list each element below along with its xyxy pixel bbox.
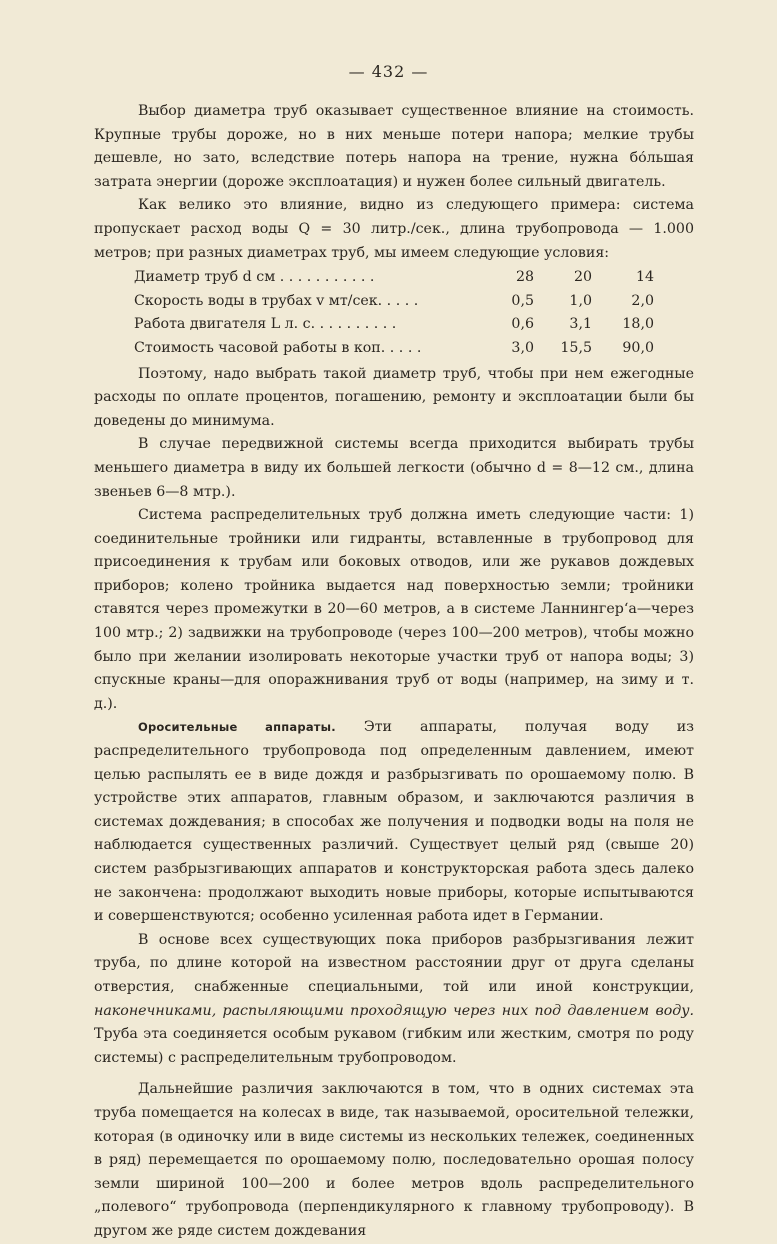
paragraph-example-intro: Как велико это влияние, видно из следующего примера: система пропускает расход воды Q = 30 литр./сек., длина трубопровода — 1.000 метров; при разных диаметрах труб, мы имеем следующие условия: bbox=[94, 197, 694, 261]
cell-value: 0,5 bbox=[511, 292, 534, 309]
table-row bbox=[134, 337, 694, 361]
cell-value: 20 bbox=[573, 269, 592, 286]
cell-value: 3,1 bbox=[569, 316, 592, 333]
cell-value: 28 bbox=[515, 269, 534, 286]
cell-value: 1,0 bbox=[569, 292, 592, 309]
paragraph-text: Эти аппараты, получая воду из распределительного трубопровода под определенным давлением, имеют целью распылять ее в виде дождя и разбрызгивать по орошаемому полю. В устройстве этих аппаратов, главным образом, и заключаются различия в системах дождевания; в способах же получения и подводки воды на поля не наблюдается существенных различий. Существует целый ряд (свыше 20) систем разбрызгивающих аппаратов и конструкторская работа здесь далеко не закончена: продолжают выходить новые приборы, которые испытываются и совершенствуются; особенно усиленная работа идет в Германии. bbox=[94, 719, 694, 925]
cell-value: 2,0 bbox=[631, 292, 654, 309]
table-row bbox=[134, 266, 694, 290]
row-label: Скорость воды в трубах v мт/сек. . . . . bbox=[134, 292, 419, 309]
row-label: Стоимость часовой работы в коп. . . . . bbox=[134, 339, 422, 356]
conditions-table bbox=[134, 266, 694, 360]
cell-value: 90,0 bbox=[622, 339, 654, 356]
paragraph-text: Труба эта соединяется особым рукавом (гибким или жестким, смотря по роду системы) с распределительным трубопроводом. bbox=[94, 1026, 694, 1066]
page-number: — 432 — bbox=[348, 62, 429, 81]
cell-value: 15,5 bbox=[560, 339, 592, 356]
body-text bbox=[94, 100, 694, 1244]
paragraph-sprinkler-devices bbox=[94, 716, 694, 928]
paragraph-minimum-costs: Поэтому, надо выбрать такой диаметр труб, чтобы при нем ежегодные расходы по оплате процентов, погашению, ремонту и эксплоатации были бы доведены до минимума. bbox=[94, 365, 694, 429]
paragraph-mobile-system: В случае передвижной системы всегда приходится выбирать трубы меньшего диаметра в виду их большей легкости (обычно d = 8—12 см., длина звеньев 6—8 мтр.). bbox=[94, 436, 694, 500]
row-label: Диаметр труб d см . . . . . . . . . . . bbox=[134, 269, 375, 286]
paragraph-further-differences: Дальнейшие различия заключаются в том, что в одних системах эта труба помещается на колесах в виде, так называемой, оросительной тележки, которая (в одиночку или в виде системы из нескольких тележек, соединенных в ряд) перемещается по орошаемому полю, последовательно орошая полосу земли шириной 100—200 и более метров вдоль распределительного „полевого“ трубопровода (перпендикулярного к главному трубопроводу). В другом же ряде систем дождевания bbox=[94, 1081, 694, 1239]
paragraph-distribution-parts: Система распределительных труб должна иметь следующие части: 1) соединительные тройники или гидранты, вставленные в трубопровод для присоединения к трубам или боковых отводов, или же рукавов дождевых приборов; колено тройника выдается над поверхностью земли; тройники ставятся через промежутки в 20—60 метров, а в системе Ланнингер‘а—через 100 мтр.; 2) задвижки на трубопроводе (через 100—200 метров), чтобы можно было при желании изолировать некоторые участки труб от напора воды; 3) спускные краны—для опоражнивания труб от воды (например, на зиму и т. д.). bbox=[94, 507, 694, 712]
cell-value: 14 bbox=[635, 269, 654, 286]
row-label: Работа двигателя L л. с. . . . . . . . . . bbox=[134, 316, 397, 333]
table-row bbox=[134, 313, 694, 337]
cell-value: 18,0 bbox=[622, 316, 654, 333]
paragraph-sprinkler-pipe bbox=[94, 929, 694, 1071]
section-heading: Оросительные аппараты. bbox=[138, 720, 336, 735]
cell-value: 3,0 bbox=[511, 339, 534, 356]
paragraph-pipe-diameter-cost: Выбор диаметра труб оказывает существенное влияние на стоимость. Крупные трубы дороже, но в них меньше потери напора; мелкие трубы дешевле, но зато, вследствие потерь напора на трение, нужна бо́льшая затрата энергии (дороже эксплоатация) и нужен более сильный двигатель. bbox=[94, 103, 694, 190]
table-row bbox=[134, 290, 694, 314]
cell-value: 0,6 bbox=[511, 316, 534, 333]
italic-emphasis: наконечниками, распыляющими проходящую через них под давлением воду. bbox=[94, 1002, 694, 1019]
paragraph-text: В основе всех существующих пока приборов разбрызгивания лежит труба, по длине которой на известном расстоянии друг от друга сделаны отверстия, снабженные специальными, той или иной конструкции, bbox=[94, 931, 694, 995]
